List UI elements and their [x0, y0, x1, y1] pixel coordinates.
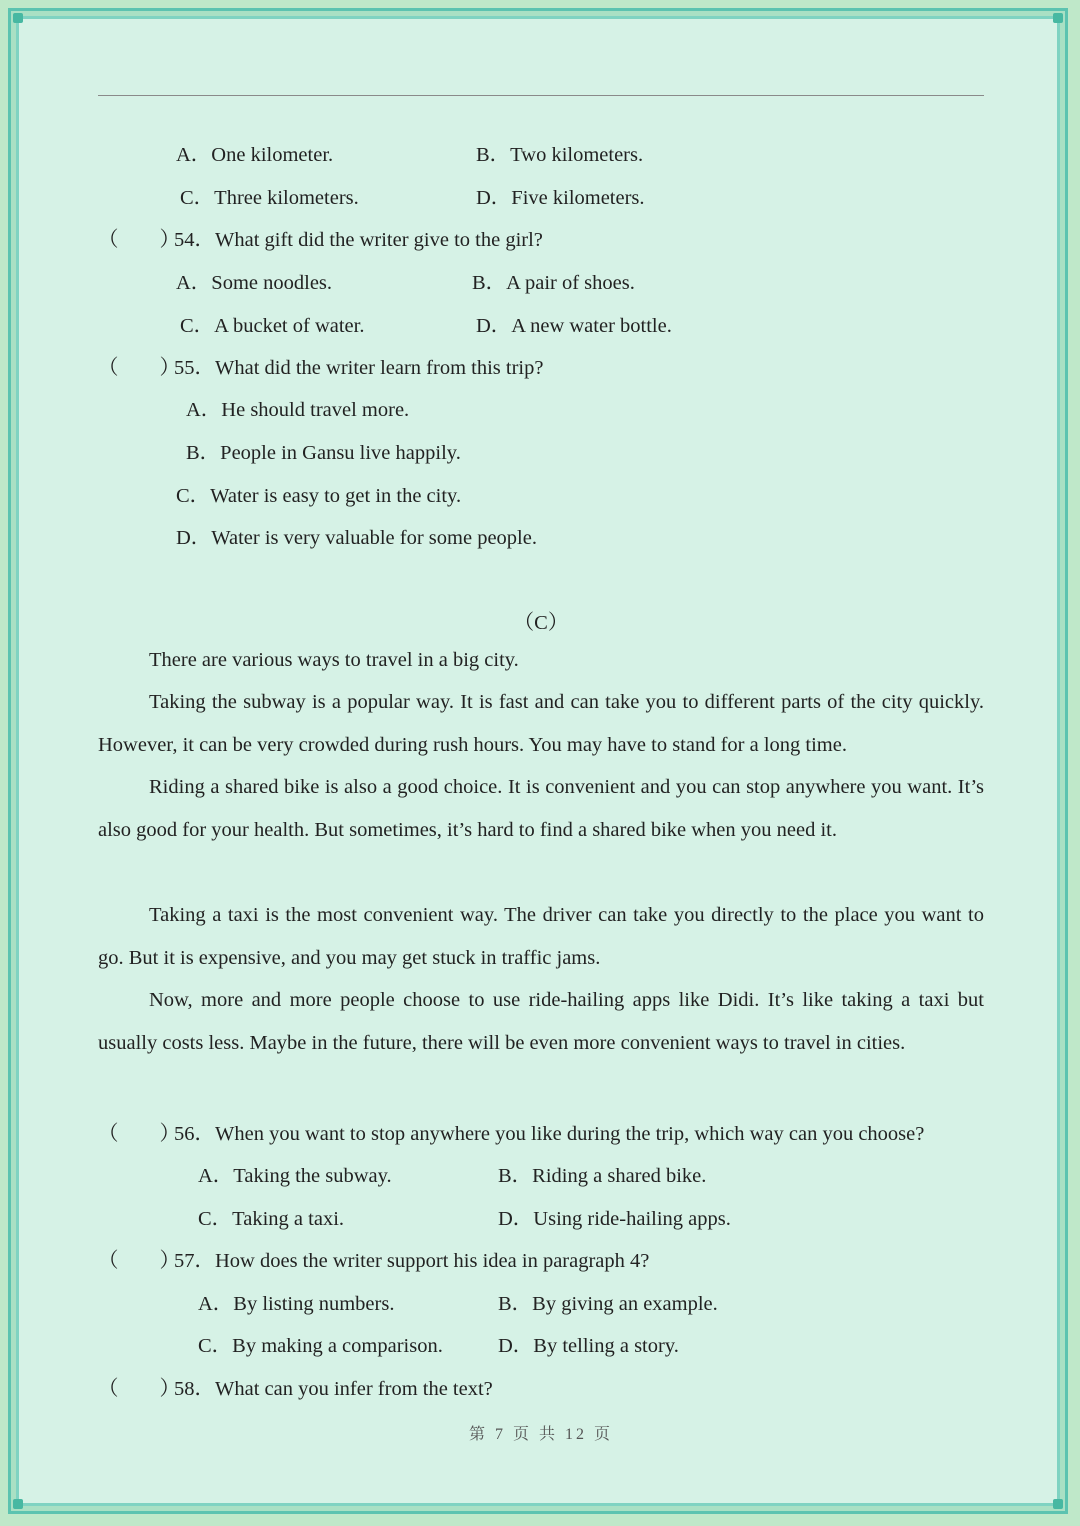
q54-answer-bracket: （ ）: [98, 229, 180, 251]
q57-option-a: A．By listing numbers.: [198, 1293, 395, 1315]
corner-ornament: [13, 13, 23, 23]
q55-stem: 55．What did the writer learn from this trip?: [174, 357, 544, 379]
passage-paragraph: Now, more and more people choose to use ride-hailing apps like Didi. It’s like taking a taxi but usually costs less. Maybe in the future, there will be even more convenient ways to travel in cities.: [98, 989, 984, 1054]
q58-stem: 58．What can you infer from the text?: [174, 1378, 493, 1400]
passage-paragraph: Taking a taxi is the most convenient way. The driver can take you directly to the place you want to go. But it is expensive, and you may get stuck in traffic jams.: [98, 904, 984, 969]
q57-option-c: C．By making a comparison.: [198, 1335, 443, 1357]
q55-option-b: B．People in Gansu live happily.: [186, 442, 461, 464]
section-title: （C）: [513, 612, 569, 634]
q55-option-d: D．Water is very valuable for some people.: [176, 527, 537, 549]
corner-ornament: [1053, 1499, 1063, 1509]
corner-ornament: [1053, 13, 1063, 23]
q57-answer-bracket: （ ）: [98, 1250, 180, 1272]
page-number-footer: 第 7 页 共 12 页: [468, 1426, 613, 1443]
q57-option-d: D．By telling a story.: [498, 1335, 679, 1357]
q54-option-a: A．Some noodles.: [176, 272, 333, 294]
q57-stem: 57．How does the writer support his idea in paragraph 4?: [174, 1250, 650, 1272]
q56-option-d: D．Using ride-hailing apps.: [498, 1208, 731, 1230]
q55-answer-bracket: （ ）: [98, 357, 180, 379]
q56-option-a: A．Taking the subway.: [198, 1165, 392, 1187]
corner-ornament: [13, 1499, 23, 1509]
q57-option-b: B．By giving an example.: [498, 1293, 718, 1315]
q58-answer-bracket: （ ）: [98, 1378, 180, 1400]
q54-option-b: B．A pair of shoes.: [472, 272, 635, 294]
q55-option-c: C．Water is easy to get in the city.: [176, 485, 462, 507]
q54-option-d: D．A new water bottle.: [476, 315, 672, 337]
header-rule: [98, 95, 984, 96]
q54-stem: 54．What gift did the writer give to the girl?: [174, 229, 543, 251]
q56-option-b: B．Riding a shared bike.: [498, 1165, 707, 1187]
passage-paragraph: There are various ways to travel in a big city.: [149, 649, 519, 671]
passage-paragraph: Riding a shared bike is also a good choice. It is convenient and you can stop anywhere you want. It’s also good for your health. But sometimes, it’s hard to find a shared bike when you need it.: [98, 776, 984, 841]
q55-option-a: A．He should travel more.: [186, 399, 410, 421]
q54-option-c: C．A bucket of water.: [180, 315, 365, 337]
q53-option-c: C．Three kilometers.: [180, 187, 359, 209]
q56-stem: 56．When you want to stop anywhere you like during the trip, which way can you choose?: [174, 1123, 925, 1145]
q53-option-d: D．Five kilometers.: [476, 187, 645, 209]
q53-option-a: A．One kilometer.: [176, 144, 334, 166]
q56-answer-bracket: （ ）: [98, 1123, 180, 1145]
q56-option-c: C．Taking a taxi.: [198, 1208, 345, 1230]
passage-paragraph: Taking the subway is a popular way. It is fast and can take you to different parts of the city quickly. However, it can be very crowded during rush hours. You may have to stand for a long time.: [98, 691, 984, 756]
q53-option-b: B．Two kilometers.: [476, 144, 644, 166]
